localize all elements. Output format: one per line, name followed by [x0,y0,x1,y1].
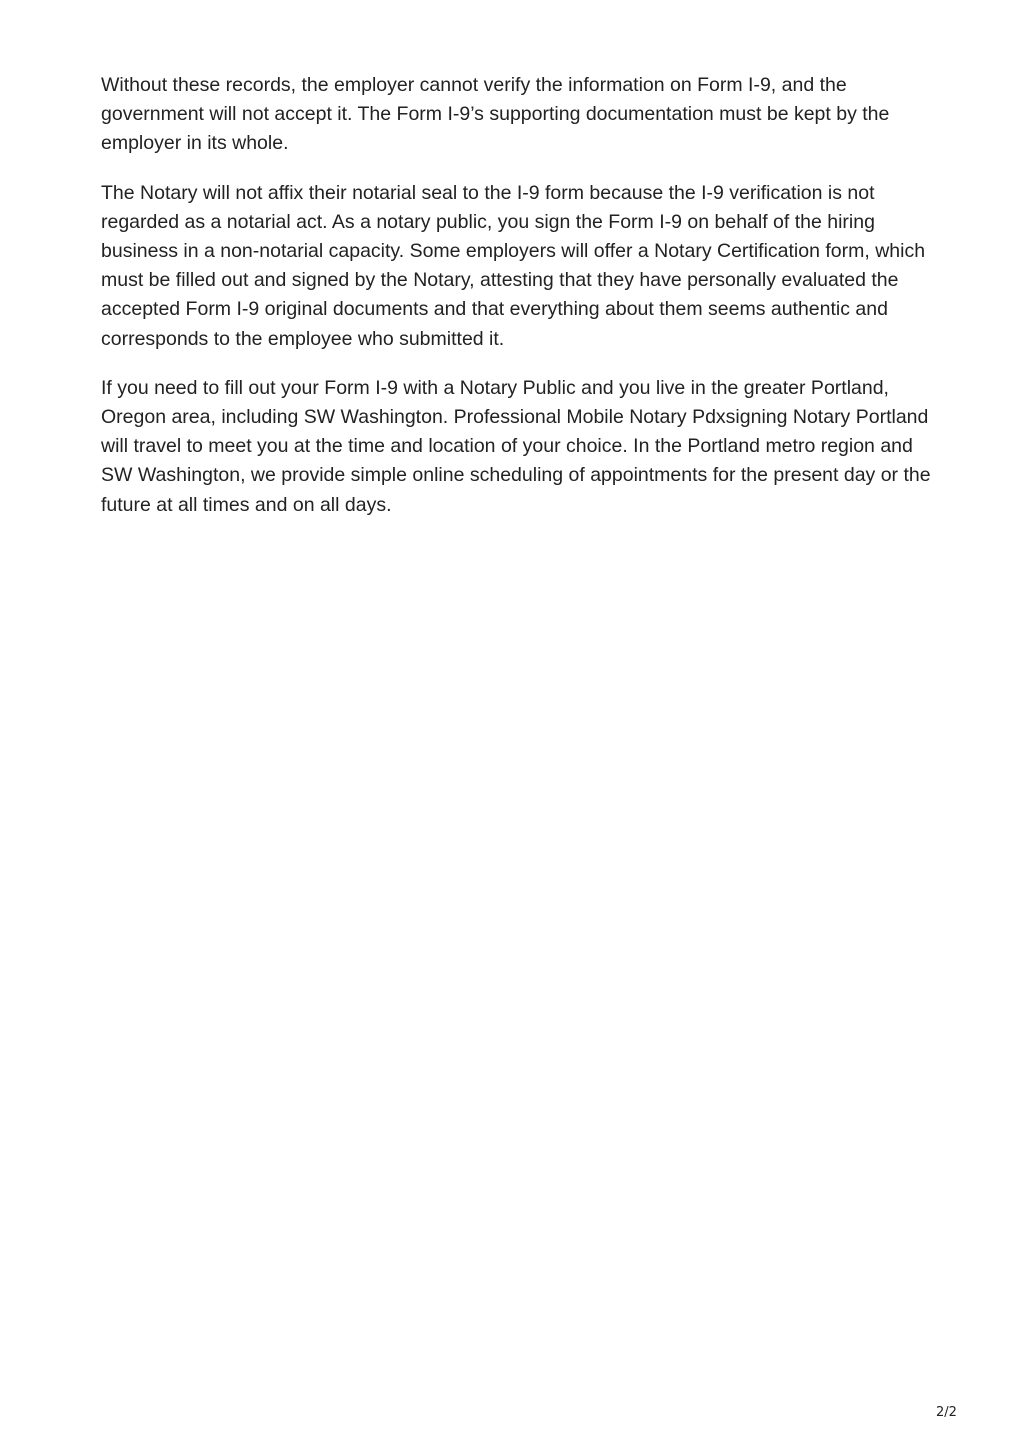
page-number: 2/2 [936,1405,957,1420]
paragraph-portland-service: If you need to fill out your Form I-9 with a Notary Public and you live in the greater Portland, Oregon area, including SW Washington. Professional Mobile Notary Pdxsigning Notary Portland will travel to meet you at the time and location of your choice. In the Portland metro region and SW Washington, we provide simple online scheduling of appointments for the present day or the future at all times and on all days. [101,376,931,516]
paragraph-records: Without these records, the employer cannot verify the information on Form I-9, and the government will not accept it. The Form I-9’s supporting documentation must be kept by the employer in its whole. [101,74,890,155]
document-body [101,71,931,540]
paragraph-notarial-seal: The Notary will not affix their notarial seal to the I-9 form because the I-9 verification is not regarded as a notarial act. As a notary public, you sign the Form I-9 on behalf of the hiring business in a non-notarial capacity. Some employers will offer a Notary Certification form, which must be filled out and signed by the Notary, attesting that they have personally evaluated the accepted Form I-9 original documents and that everything about them seems authentic and corresponds to the employee who submitted it. [101,181,926,350]
